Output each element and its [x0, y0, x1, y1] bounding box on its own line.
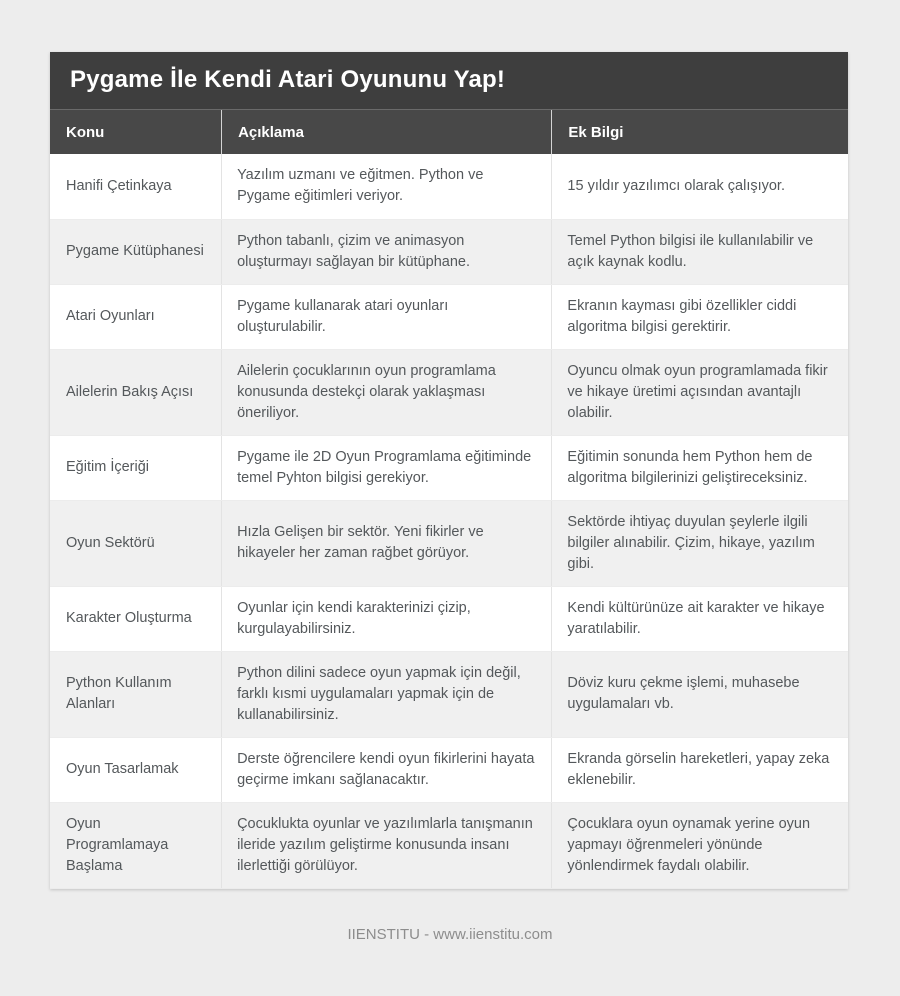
table-row: [50, 349, 848, 435]
cell-aciklama: Çocuklukta oyunlar ve yazılımlarla tanışmanın ileride yazılım geliştirme konusunda insanı ilerlettiği görülüyor.: [222, 802, 552, 888]
table-row: [50, 802, 848, 888]
cell-konu: Ailelerin Bakış Açısı: [50, 349, 222, 435]
cell-ek-bilgi: Temel Python bilgisi ile kullanılabilir ve açık kaynak kodlu.: [552, 219, 848, 284]
cell-konu: Oyun Sektörü: [50, 500, 222, 586]
cell-ek-bilgi: Ekranın kayması gibi özellikler ciddi algoritma bilgisi gerektirir.: [552, 284, 848, 349]
column-header-ek-bilgi: Ek Bilgi: [552, 110, 848, 154]
table-row: [50, 154, 848, 219]
cell-aciklama: Pygame kullanarak atari oyunları oluşturulabilir.: [222, 284, 552, 349]
cell-ek-bilgi: 15 yıldır yazılımcı olarak çalışıyor.: [552, 154, 848, 219]
table-row: [50, 435, 848, 500]
cell-aciklama: Yazılım uzmanı ve eğitmen. Python ve Pygame eğitimleri veriyor.: [222, 154, 552, 219]
cell-konu: Hanifi Çetinkaya: [50, 154, 222, 219]
column-header-konu: Konu: [50, 110, 222, 154]
cell-aciklama: Derste öğrencilere kendi oyun fikirlerini hayata geçirme imkanı sağlanacaktır.: [222, 737, 552, 802]
cell-ek-bilgi: Kendi kültürünüze ait karakter ve hikaye yaratılabilir.: [552, 586, 848, 651]
table-row: [50, 500, 848, 586]
cell-ek-bilgi: Sektörde ihtiyaç duyulan şeylerle ilgili bilgiler alınabilir. Çizim, hikaye, yazılım gibi.: [552, 500, 848, 586]
page-title: Pygame İle Kendi Atari Oyununu Yap!: [50, 52, 848, 110]
cell-konu: Python Kullanım Alanları: [50, 651, 222, 737]
cell-ek-bilgi: Ekranda görselin hareketleri, yapay zeka eklenebilir.: [552, 737, 848, 802]
table-row: [50, 219, 848, 284]
cell-konu: Eğitim İçeriği: [50, 435, 222, 500]
cell-konu: Atari Oyunları: [50, 284, 222, 349]
cell-aciklama: Python dilini sadece oyun yapmak için değil, farklı kısmi uygulamaları yapmak için de kullanabilirsiniz.: [222, 651, 552, 737]
cell-aciklama: Python tabanlı, çizim ve animasyon oluşturmayı sağlayan bir kütüphane.: [222, 219, 552, 284]
table-body: [50, 154, 848, 888]
cell-aciklama: Oyunlar için kendi karakterinizi çizip, kurgulayabilirsiniz.: [222, 586, 552, 651]
table-row: [50, 737, 848, 802]
cell-aciklama: Hızla Gelişen bir sektör. Yeni fikirler ve hikayeler her zaman rağbet görüyor.: [222, 500, 552, 586]
cell-ek-bilgi: Eğitimin sonunda hem Python hem de algoritma bilgilerinizi geliştireceksiniz.: [552, 435, 848, 500]
cell-ek-bilgi: Döviz kuru çekme işlemi, muhasebe uygulamaları vb.: [552, 651, 848, 737]
table-row: [50, 586, 848, 651]
cell-aciklama: Ailelerin çocuklarının oyun programlama konusunda destekçi olarak yaklaşması öneriliyor.: [222, 349, 552, 435]
table-header: [50, 110, 848, 154]
info-table: [50, 110, 848, 889]
cell-ek-bilgi: Oyuncu olmak oyun programlamada fikir ve hikaye üretimi açısından avantajlı olabilir.: [552, 349, 848, 435]
column-header-aciklama: Açıklama: [222, 110, 552, 154]
cell-ek-bilgi: Çocuklara oyun oynamak yerine oyun yapmayı öğrenmeleri yönünde yönlendirmek faydalı olabilir.: [552, 802, 848, 888]
cell-konu: Pygame Kütüphanesi: [50, 219, 222, 284]
content-card: [50, 52, 848, 889]
table-row: [50, 284, 848, 349]
cell-konu: Karakter Oluşturma: [50, 586, 222, 651]
cell-konu: Oyun Programlamaya Başlama: [50, 802, 222, 888]
cell-aciklama: Pygame ile 2D Oyun Programlama eğitiminde temel Pyhton bilgisi gerekiyor.: [222, 435, 552, 500]
footer-credit: IIENSTITU - www.iienstitu.com: [347, 926, 553, 943]
table-row: [50, 651, 848, 737]
cell-konu: Oyun Tasarlamak: [50, 737, 222, 802]
